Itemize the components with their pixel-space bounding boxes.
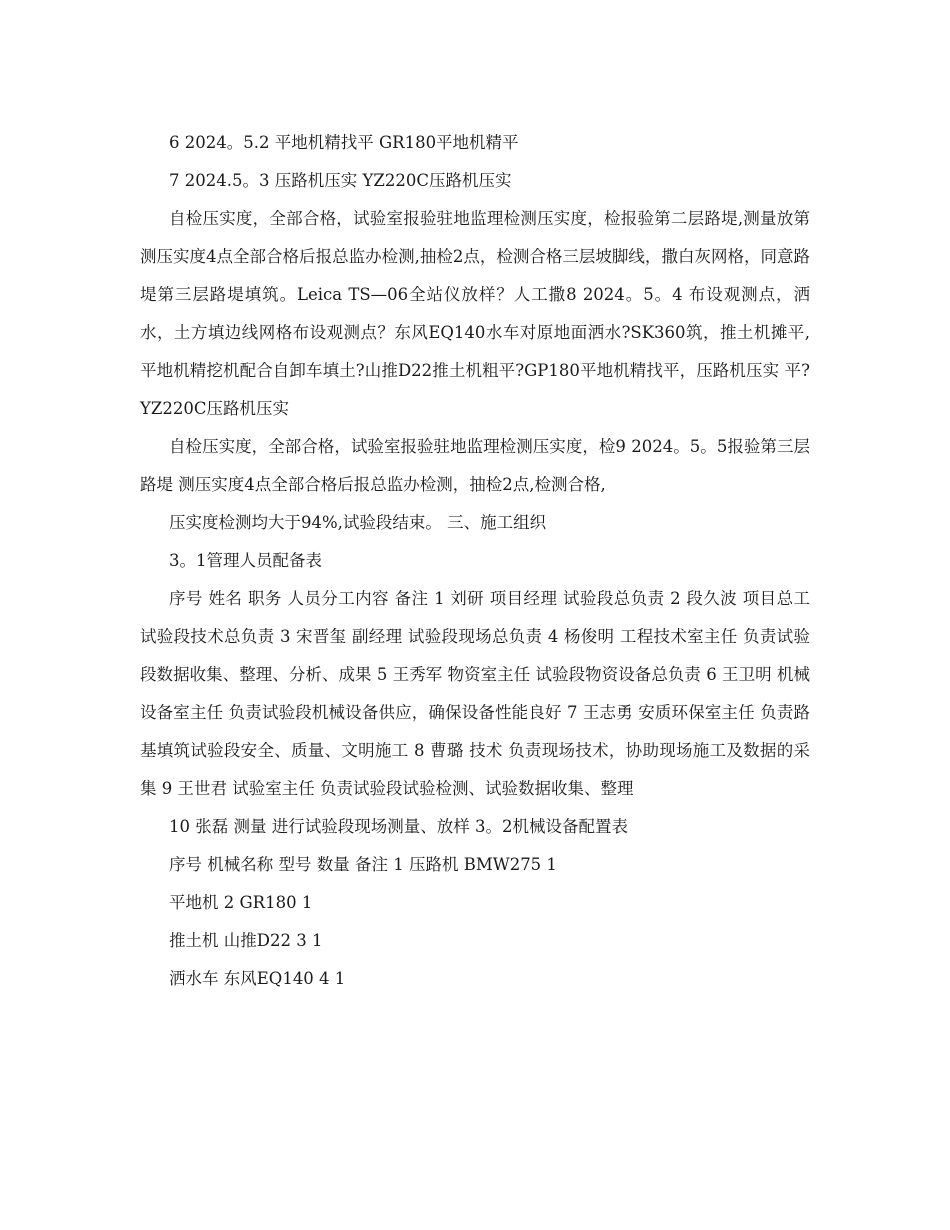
paragraph-equipment-water-truck: 洒水车 东风EQ140 4 1 [169,969,346,988]
paragraph-equipment-header: 序号 机械名称 型号 数量 备注 1 压路机 BMW275 1 [169,855,557,874]
paragraph-step-7: 7 2024.5。3 压路机压实 YZ220C压路机压实 [169,171,512,190]
document-body [140,124,810,998]
section-heading-staff-table: 3。1管理人员配备表 [169,551,322,570]
paragraph-step-6: 6 2024。5.2 平地机精找平 GR180平地机精平 [169,133,519,152]
paragraph-test-end: 压实度检测均大于94%,试验段结束。 三、施工组织 [169,513,547,532]
paragraph-staff-list: 序号 姓名 职务 人员分工内容 备注 1 刘研 项目经理 试验段总负责 2 段久波 项目总工 试验段技术总负责 3 宋晋玺 副经理 试验段现场总负责 4 杨俊明 工程技术室主任 负责试验段数据收集、整理、分析、成果 5 王秀军 物资室主任 试验段物资设备总负责 6 王卫明 机械设备室主任 负责试验段机械设备供应，确保设备性能良好 7 王志勇 安质环保室主任 负责路基填筑试验段安全、质量、文明施工 8 曹璐 技术 负责现场技术，协助现场施工及数据的采集 9 王世君 试验室主任 负责试验段试验检测、试验数据收集、整理 [140,589,810,798]
paragraph-equipment-grader: 平地机 2 GR180 1 [169,893,313,912]
paragraph-layer-two-check: 自检压实度，全部合格，试验室报验驻地监理检测压实度，检报验第二层路堤,测量放第测压实度4点全部合格后报总监办检测,抽检2点，检测合格三层坡脚线，撒白灰网格，同意路堤第三层路堤填筑。Leica TS—06全站仪放样？人工撒8 2024。5。4 布设观测点，洒水，土方填边线网格布设观测点？东风EQ140水车对原地面洒水?SK360筑，推土机摊平,平地机精挖机配合自卸车填土?山推D22推土机粗平?GP180平地机精找平，压路机压实 平?YZ220C压路机压实 [140,209,810,418]
paragraph-staff-10: 10 张磊 测量 进行试验段现场测量、放样 3。2机械设备配置表 [169,817,628,836]
paragraph-layer-three-check: 自检压实度，全部合格，试验室报验驻地监理检测压实度，检9 2024。5。5报验第三层路堤 测压实度4点全部合格后报总监办检测，抽检2点,检测合格, [140,437,810,494]
paragraph-equipment-bulldozer: 推土机 山推D22 3 1 [169,931,323,950]
